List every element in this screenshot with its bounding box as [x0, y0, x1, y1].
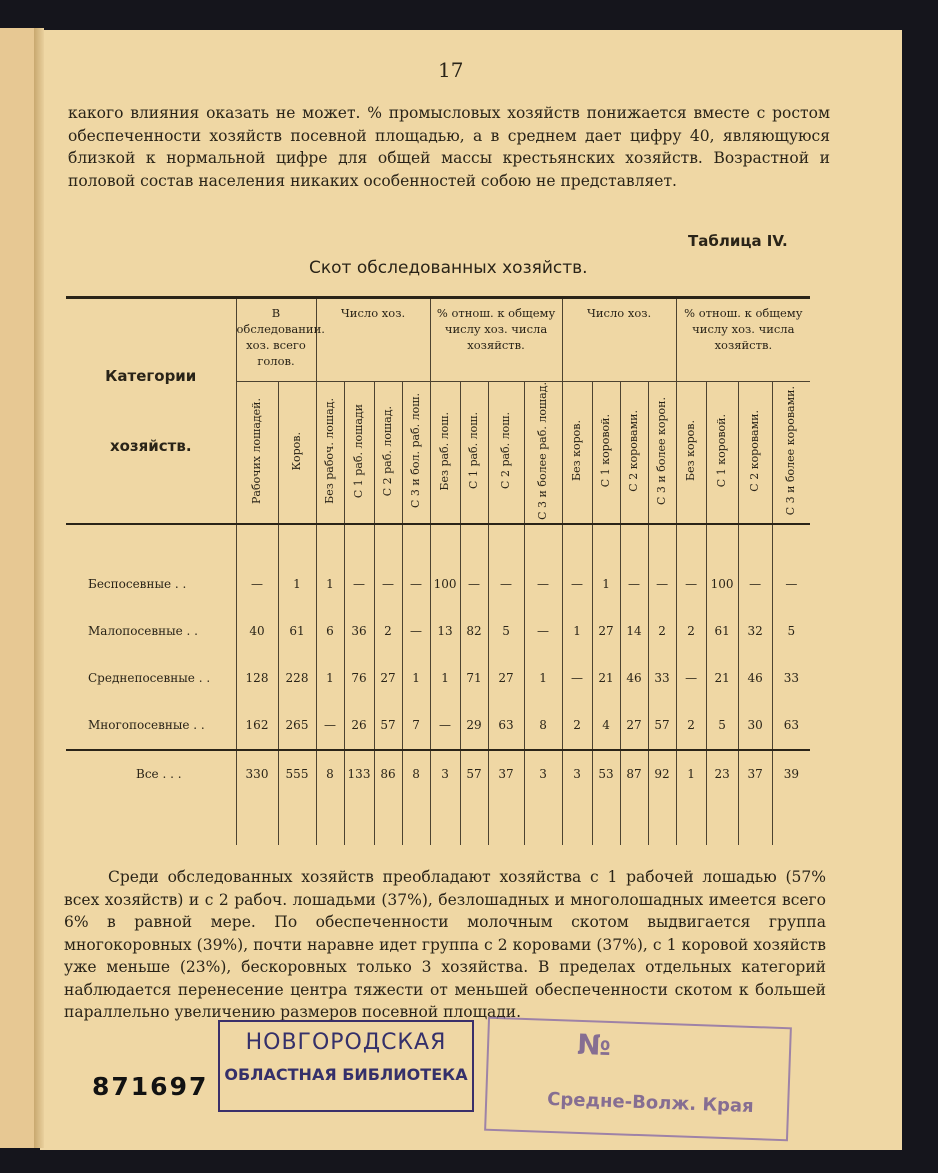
- row-label: Среднепосевные . .: [88, 671, 211, 686]
- table-cell: 92: [648, 750, 676, 845]
- table-cell: 128: [236, 655, 278, 702]
- table-cell: 1: [316, 524, 344, 608]
- table-cell: 265: [278, 702, 316, 750]
- subheader: С 2 коровами.: [620, 382, 648, 524]
- table-cell: 36: [344, 608, 374, 655]
- table-title: Скот обследованных хозяйств.: [309, 258, 588, 278]
- table-cell: 100: [430, 524, 460, 608]
- table-cell: —: [430, 702, 460, 750]
- table-cell: 39: [772, 750, 810, 845]
- table-row: [66, 655, 810, 702]
- table-cell: 5: [706, 702, 738, 750]
- group-header-horse-percent: % отнош. к общему числу хоз. числа хозяйств.: [430, 298, 562, 382]
- table-cell: 7: [402, 702, 430, 750]
- subheader: С 2 раб. лошад.: [374, 382, 402, 524]
- subheader: С 3 и более корон.: [648, 382, 676, 524]
- subheader: С 3 и более раб. лошад.: [524, 382, 562, 524]
- stamp-line-2: ОБЛАСТНАЯ БИБЛИОТЕКА: [224, 1065, 468, 1084]
- table-cell: 1: [316, 655, 344, 702]
- table-cell: 27: [374, 655, 402, 702]
- table-cell: —: [460, 524, 488, 608]
- stamp-number-sign: №: [576, 1027, 612, 1063]
- table-cell: 33: [648, 655, 676, 702]
- table-cell: —: [676, 524, 706, 608]
- table-row: [66, 608, 810, 655]
- table-cell: 27: [592, 608, 620, 655]
- table-cell: —: [402, 608, 430, 655]
- table-cell: 8: [316, 750, 344, 845]
- table-cell: 33: [772, 655, 810, 702]
- table-cell: —: [562, 655, 592, 702]
- subheader: С 1 раб. лошади: [344, 382, 374, 524]
- stamp-line-1: НОВГОРОДСКАЯ: [245, 1030, 447, 1055]
- table-cell: 76: [344, 655, 374, 702]
- table-cell: 5: [488, 608, 524, 655]
- table-cell: —: [344, 524, 374, 608]
- table-cell: 14: [620, 608, 648, 655]
- table-cell: 162: [236, 702, 278, 750]
- table-cell: 46: [738, 655, 772, 702]
- table-row: [66, 524, 810, 608]
- book-spine: [34, 28, 44, 1148]
- group-header-cow-count: Число хоз.: [562, 298, 676, 382]
- table-cell: 86: [374, 750, 402, 845]
- row-label: Многопосевные . .: [88, 718, 205, 733]
- subheader: С 1 раб. лош.: [460, 382, 488, 524]
- table-cell: 2: [374, 608, 402, 655]
- table-cell: 133: [344, 750, 374, 845]
- page-number: 17: [438, 58, 464, 82]
- table-cell: —: [648, 524, 676, 608]
- table-cell: 29: [460, 702, 488, 750]
- table-cell: 3: [430, 750, 460, 845]
- table-cell: 61: [706, 608, 738, 655]
- table-cell: 82: [460, 608, 488, 655]
- table-cell: 1: [402, 655, 430, 702]
- subheader: Без коров.: [676, 382, 706, 524]
- table-cell: 26: [344, 702, 374, 750]
- library-stamp: [218, 1020, 474, 1112]
- subheader: Коров.: [278, 382, 316, 524]
- subheader: С 3 и более коровами.: [772, 382, 810, 524]
- table-cell: —: [374, 524, 402, 608]
- table-cell: 53: [592, 750, 620, 845]
- table-cell: 5: [772, 608, 810, 655]
- table-cell: 21: [706, 655, 738, 702]
- subheader: С 3 и бол. раб. лош.: [402, 382, 430, 524]
- livestock-table: [66, 296, 810, 845]
- table-cell: 4: [592, 702, 620, 750]
- table-cell: 228: [278, 655, 316, 702]
- table-cell: —: [620, 524, 648, 608]
- subheader: Рабочих лошадей.: [236, 382, 278, 524]
- table-cell: 27: [620, 702, 648, 750]
- table-cell: 63: [772, 702, 810, 750]
- table-cell: 13: [430, 608, 460, 655]
- table-cell: 2: [676, 608, 706, 655]
- table-cell: 2: [562, 702, 592, 750]
- paragraph-top: какого влияния оказать не может. % промысловых хозяйств понижается вместе с ростом обеспеченности хозяйств посевной площадью, а в среднем дает цифру 40, являющуюся близкой к нормальной цифре для общей массы крестьянских хозяйств. Возрастной и половой состав населения никаких особенностей собою не представляет.: [68, 104, 830, 190]
- subheader: Без коров.: [562, 382, 592, 524]
- table-cell: 46: [620, 655, 648, 702]
- table-cell: 32: [738, 608, 772, 655]
- table-cell: 2: [648, 608, 676, 655]
- table-label: Таблица IV.: [688, 232, 788, 250]
- table-cell: —: [236, 524, 278, 608]
- table-cell: 100: [706, 524, 738, 608]
- table-cell: 1: [676, 750, 706, 845]
- table-cell: 37: [738, 750, 772, 845]
- table-cell: 63: [488, 702, 524, 750]
- table-cell: —: [316, 702, 344, 750]
- purple-library-stamp: [484, 1017, 792, 1142]
- table-cell: —: [524, 608, 562, 655]
- subheader: С 1 коровой.: [706, 382, 738, 524]
- group-header-horse-count: Число хоз.: [316, 298, 430, 382]
- table-cell: 1: [562, 608, 592, 655]
- table-cell: 6: [316, 608, 344, 655]
- table-cell: —: [402, 524, 430, 608]
- table-cell: 30: [738, 702, 772, 750]
- table-cell: 1: [278, 524, 316, 608]
- table-cell: 1: [430, 655, 460, 702]
- row-label: Все . . .: [66, 750, 236, 845]
- table-cell: —: [772, 524, 810, 608]
- row-label: Беспосевные . .: [88, 577, 187, 592]
- table-cell: 57: [374, 702, 402, 750]
- table-cell: —: [676, 655, 706, 702]
- table-cell: 3: [562, 750, 592, 845]
- table-cell: 40: [236, 608, 278, 655]
- table-cell: 57: [460, 750, 488, 845]
- table-cell: 71: [460, 655, 488, 702]
- table-cell: —: [738, 524, 772, 608]
- subheader: С 1 коровой.: [592, 382, 620, 524]
- table-cell: 57: [648, 702, 676, 750]
- subheader: С 2 коровами.: [738, 382, 772, 524]
- stamp-region: Средне-Волж. Края: [546, 1088, 755, 1118]
- table-cell: 330: [236, 750, 278, 845]
- table-total-row: [66, 750, 810, 845]
- table-cell: 1: [592, 524, 620, 608]
- table-cell: 37: [488, 750, 524, 845]
- table-cell: 3: [524, 750, 562, 845]
- table-cell: 8: [402, 750, 430, 845]
- table-cell: 61: [278, 608, 316, 655]
- table-cell: 8: [524, 702, 562, 750]
- subheader: С 2 раб. лош.: [488, 382, 524, 524]
- group-header-cow-percent: % отнош. к общему числу хоз. числа хозяйств.: [676, 298, 810, 382]
- table-cell: 21: [592, 655, 620, 702]
- table-cell: 23: [706, 750, 738, 845]
- table-cell: —: [524, 524, 562, 608]
- paragraph-bottom: Среди обследованных хозяйств преобладают хозяйства с 1 рабочей лошадью (57% всех хозяйств) и с 2 рабоч. лошадьми (37%), безлошадных и многолошадных имеется всего 6% в равной мере. По обеспеченности молочным скотом выдвигается группа многокоровных (39%), почти наравне идет группа с 2 коровами (37%), с 1 коровой хозяйств уже меньше (23%), бескоровных только 3 хозяйства. В пределах отдельных категорий наблюдается перенесение центра тяжести от меньшей обеспеченности скотом к большей параллельно увеличению размеров посевной площади.: [64, 868, 826, 1021]
- table-cell: 87: [620, 750, 648, 845]
- inventory-number: 871697: [92, 1072, 209, 1101]
- table-cell: 27: [488, 655, 524, 702]
- row-label: Малопосевные . .: [88, 624, 198, 639]
- subheader: Без раб. лош.: [430, 382, 460, 524]
- table-cell: 1: [524, 655, 562, 702]
- table-cell: 555: [278, 750, 316, 845]
- table-cell: —: [488, 524, 524, 608]
- group-header-total-head: В обследовании. хоз. всего голов.: [236, 298, 316, 382]
- table-row: [66, 702, 810, 750]
- category-header: Категории хозяйств.: [66, 298, 236, 524]
- subheader: Без рабоч. лошад.: [316, 382, 344, 524]
- table-cell: —: [562, 524, 592, 608]
- table-cell: 2: [676, 702, 706, 750]
